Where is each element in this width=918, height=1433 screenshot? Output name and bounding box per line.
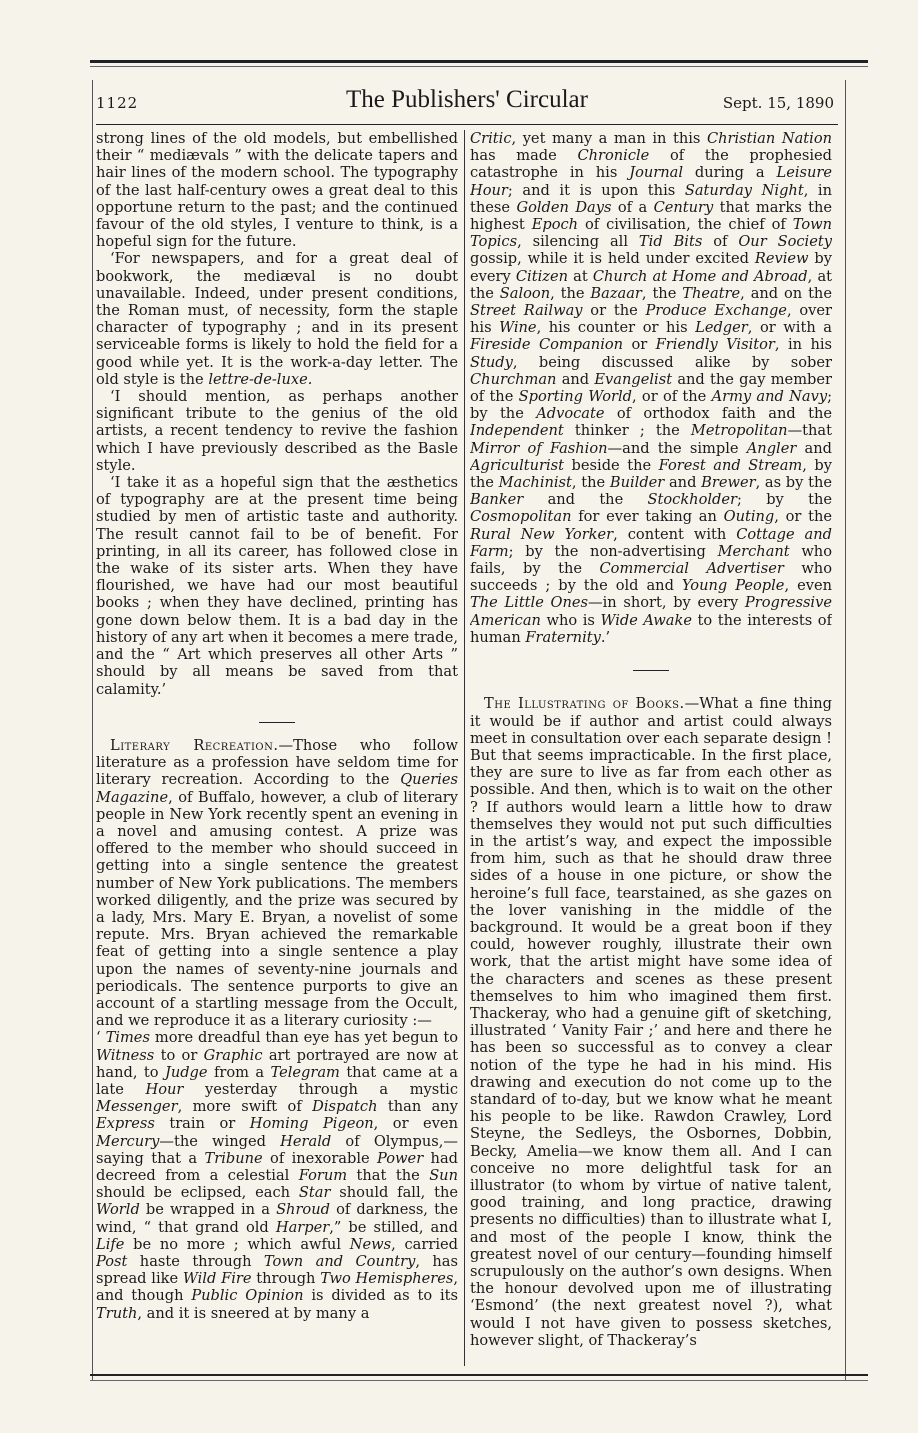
- text-run: beside the: [564, 456, 659, 474]
- journal-title: Machinist: [498, 474, 572, 492]
- journal-title: Army and Navy: [711, 388, 828, 406]
- text-run: ‘: [96, 1029, 106, 1047]
- text-run: , more swift of: [177, 1098, 313, 1116]
- journal-title: Saloon: [499, 284, 551, 302]
- journal-title: Leisure Hour: [470, 164, 832, 199]
- text-run: of a: [611, 198, 654, 216]
- journal-title: Churchman: [470, 370, 557, 388]
- journal-title: Post: [96, 1253, 128, 1270]
- text-run: , or with a: [747, 319, 832, 337]
- text-run: and: [796, 439, 832, 457]
- journal-title: Builder: [609, 474, 665, 492]
- journal-title: Outing: [723, 508, 775, 526]
- text-run: of darkness, the wind, “ that grand old: [96, 1201, 458, 1236]
- journal-title: Hour: [145, 1080, 184, 1098]
- journal-title: Star: [298, 1184, 331, 1202]
- journal-title: Homing Pigeon: [249, 1115, 374, 1133]
- journal-title: Two Hemispheres: [320, 1270, 454, 1288]
- text-run: , over his: [470, 302, 832, 337]
- journal-title: Critic: [470, 130, 512, 147]
- top-rule: [90, 60, 868, 63]
- journal-title: Theatre: [682, 284, 741, 302]
- text-run: or the: [582, 302, 646, 320]
- text-run: for ever taking an: [571, 508, 724, 526]
- text-run: who is: [540, 611, 601, 629]
- page-header: [96, 86, 838, 120]
- journal-title: Sporting World: [518, 388, 633, 406]
- journal-title: Study: [470, 353, 513, 371]
- text-run: , in his: [774, 336, 832, 354]
- paragraph: strong lines of the old models, but embellished their “ mediævals ” with the delicate tapers and hair lines of the modern school. The typography of the last half-century owes a great deal to this opportune return to the past; and the continued favour of the old styles, I venture to think, is a hopeful sign for the future.: [96, 130, 458, 251]
- journal-title: The Little Ones: [470, 594, 589, 612]
- quoted-sentence-continued: [470, 130, 832, 646]
- text-run: , yet many a man in this: [511, 130, 707, 147]
- journal-title: Produce Exchange: [645, 302, 787, 320]
- journal-title: Merchant: [717, 542, 790, 560]
- text-run: of Olympus,—saying that a: [96, 1132, 458, 1167]
- text-run: ; by the non-advertising: [508, 542, 718, 560]
- issue-date: Sept. 15, 1890: [722, 94, 834, 112]
- journal-title: Town Topics: [470, 216, 832, 251]
- text-run: , by the: [470, 456, 832, 492]
- journal-title: Stockholder: [647, 491, 737, 509]
- journal-title: Agriculturist: [470, 456, 565, 474]
- text-run: , the: [550, 284, 591, 302]
- text-run: , being discussed alike by sober: [512, 353, 832, 371]
- text-run: , the: [571, 474, 610, 492]
- text-run: to the interests of human: [470, 611, 832, 646]
- text-run: that marks the highest: [470, 198, 832, 234]
- journal-title: Saturday Night: [684, 181, 804, 199]
- journal-title: Telegram: [270, 1063, 340, 1081]
- journal-title: Graphic: [203, 1046, 263, 1064]
- text-run: and the: [523, 491, 648, 509]
- journal-title: Town and Country: [263, 1253, 416, 1270]
- journal-title: Herald: [280, 1132, 332, 1150]
- text-run: , silencing all: [517, 233, 639, 251]
- top-rule-thin: [90, 66, 868, 67]
- text-run: , as by the: [755, 474, 832, 492]
- text-run: and: [556, 370, 595, 388]
- article-heading: The Illustrating of Books.: [484, 695, 685, 713]
- journal-title: Mirror of Fashion: [470, 439, 608, 457]
- journal-title: Express: [96, 1115, 155, 1133]
- text-run: had decreed from a celestial: [96, 1149, 458, 1184]
- text-run: to or: [154, 1046, 204, 1064]
- text-run: haste through: [127, 1253, 264, 1270]
- journal-title: Messenger: [96, 1098, 178, 1116]
- text-run: —the winged: [159, 1132, 281, 1150]
- text-run: , and though: [96, 1270, 458, 1305]
- journal-title: Our Society: [738, 233, 832, 251]
- text-run: .’: [600, 628, 611, 646]
- journal-title: Young People: [681, 577, 785, 595]
- text-run: than any: [377, 1098, 458, 1116]
- journal-title: Dispatch: [312, 1098, 378, 1116]
- section-ornament: [96, 710, 458, 727]
- text-run: , the: [641, 284, 683, 302]
- text-run: , or even: [373, 1115, 458, 1133]
- journal-title: Independent: [470, 422, 564, 440]
- journal-title: World: [96, 1201, 140, 1219]
- text-run: should fall, the: [330, 1184, 458, 1202]
- text-run: art portrayed are now at hand, to: [96, 1046, 458, 1081]
- text-run: who fails, by the: [470, 542, 832, 578]
- text-run: , and on the: [740, 284, 832, 302]
- text-run: thinker ; the: [563, 422, 691, 440]
- text-run: , or the: [774, 508, 832, 526]
- journal-title: Wild Fire: [182, 1270, 252, 1288]
- column-divider: [464, 130, 465, 1366]
- text-run: be no more ; which awful: [124, 1235, 350, 1253]
- journal-title: Forest and Stream: [658, 456, 803, 474]
- text-run: , content with: [613, 525, 737, 543]
- text-run: or: [623, 336, 656, 354]
- bottom-rule-thin: [90, 1380, 868, 1381]
- text-run: , carried: [391, 1235, 458, 1253]
- text-run: , and it is sneered at by many a: [137, 1304, 370, 1322]
- article-heading: Literary Recreation.: [110, 736, 279, 754]
- paragraph: ‘I take it as a hopeful sign that the æsthetics of typography are at the present time being studied by men of artistic taste and authority. The result cannot fail to be of benefit. For printing, in all its career, has followed close in the wake of its sister arts. When they have flourished, we have had our most beautiful books ; when they have declined, printing has gone down below them. It is a bad day in the history of any art when it becomes a mere trade, and the “ Art which preserves all other Arts ” should by all means be saved from that calamity.’: [96, 474, 458, 698]
- quoted-sentence: [96, 1029, 458, 1321]
- journal-title: Metropolitan: [690, 422, 788, 440]
- right-margin-rule: [845, 80, 846, 1380]
- article-literary-recreation: Literary Recreation.—Those who follow literature as a profession have seldom time for literary recreation. According to the Queries Magazine, of Buffalo, however, a club of literary people in New York recently spent an evening in a novel and amusing contest. A prize was offered to the member who should succeed in getting into a single sentence the greatest number of New York publications. The members worked diligently, and the prize was secured by a lady, Mrs. Mary E. Bryan, a novelist of some repute. Mrs. Bryan achieved the remarkable feat of getting into a single sentence a play upon the names of seventy-nine journals and periodicals. The sentence purports to give an account of a startling message from the Occult, and we reproduce it as a literary curiosity :—: [96, 736, 458, 1030]
- journal-title: Mercury: [96, 1132, 160, 1150]
- text-run: ,” be stilled, and: [329, 1218, 458, 1236]
- text-run: by every: [470, 250, 832, 285]
- journal-title: Fraternity: [525, 628, 601, 646]
- text-run: , even: [784, 577, 832, 595]
- journal-title: Harper: [275, 1218, 330, 1236]
- journal-title: Rural New Yorker: [470, 525, 614, 543]
- journal-title: Shroud: [276, 1201, 330, 1219]
- left-column: [96, 130, 458, 1366]
- journal-title: Life: [96, 1235, 125, 1253]
- text-run: during a: [683, 164, 777, 182]
- text-run: , his counter or his: [536, 319, 696, 337]
- right-column: [470, 130, 832, 1366]
- journal-title: Street Railway: [470, 302, 583, 320]
- text-run: and the gay member of the: [470, 370, 832, 406]
- text-run: , at the: [470, 267, 832, 302]
- journal-title: Journal: [629, 164, 683, 182]
- text-run: has made: [470, 147, 578, 165]
- header-rule: [96, 124, 838, 125]
- paragraph: ‘I should mention, as perhaps another significant tribute to the genius of the old artists, a recent tendency to revive the fashion which I have previously described as the Basle style.: [96, 388, 458, 474]
- text-run: gossip, while it is held under excited: [470, 250, 755, 268]
- text-run: of civilisation, the chief of: [578, 216, 793, 234]
- journal-title: Brewer: [701, 474, 756, 492]
- journal-title: Witness: [96, 1046, 155, 1064]
- journal-title: Public Opinion: [191, 1287, 304, 1305]
- journal-title: Judge: [164, 1063, 208, 1081]
- text-run: , in these: [470, 181, 832, 216]
- paragraph: ‘For newspapers, and for a great deal of bookwork, the mediæval is no doubt unavailable. Indeed, under present conditions, the Roman must, of necessity, form the staple character of typography ; and in its present serviceable forms is likely to hold the field for a good while yet. It is the work-a-day letter. The old style is the lettre-de-luxe.: [96, 250, 458, 388]
- text-run: , has spread like: [96, 1253, 458, 1288]
- journal-title: Truth: [96, 1304, 138, 1322]
- journal-title: Angler: [746, 439, 797, 457]
- text-run: of: [702, 233, 739, 251]
- journal-title: Christian Nation: [706, 130, 832, 147]
- text-run: at: [567, 267, 593, 285]
- text-run: of inexorable: [262, 1149, 378, 1167]
- journal-title: Sun: [429, 1166, 458, 1184]
- left-margin-rule: [92, 80, 93, 1380]
- text-run: who succeeds ; by the old and: [470, 560, 832, 595]
- text-run: train or: [154, 1115, 250, 1133]
- bottom-rule: [90, 1374, 868, 1376]
- text-run: , or of the: [632, 388, 712, 406]
- text-run: and: [664, 474, 702, 492]
- journal-title: Evangelist: [594, 370, 673, 388]
- text-run: —and the simple: [607, 439, 747, 457]
- journal-title: Times: [105, 1029, 150, 1047]
- journal-title: Progressive American: [470, 594, 832, 629]
- journal-title: Friendly Visitor: [655, 336, 775, 354]
- text-run: that the: [347, 1166, 430, 1184]
- journal-title: Epoch: [531, 216, 579, 234]
- text-run: ; by the: [737, 491, 832, 509]
- text-run: ; and it is upon this: [507, 181, 685, 199]
- journal-title: Fireside Companion: [470, 336, 624, 354]
- page-number: 1122: [96, 94, 139, 112]
- journal-title: Golden Days: [516, 198, 612, 216]
- journal-title: Church at Home and Abroad: [592, 267, 808, 285]
- journal-title: Banker: [470, 491, 524, 509]
- text-run: yesterday through a mystic: [183, 1080, 458, 1098]
- section-ornament: [470, 658, 832, 675]
- journal-title: Bazaar: [590, 284, 642, 302]
- text-run: from a: [207, 1063, 271, 1081]
- journal-title: Forum: [298, 1166, 348, 1184]
- journal-title: Review: [754, 250, 809, 268]
- text-run: ; by the: [470, 388, 832, 423]
- text-run: that came at a late: [96, 1063, 458, 1098]
- text-run: of the prophesied catastrophe in his: [470, 147, 832, 182]
- text-run: should be eclipsed, each: [96, 1184, 299, 1202]
- article-illustrating-books: The Illustrating of Books.—What a fine thing it would be if author and artist could always meet in consultation over each separate design ! But that seems impracticable. In the first place, they are sure to live as far from each other as possible. And then, which is to wait on the other ? If authors would learn a little how to draw themselves they would not put such difficulties in the artist’s way, and expect the impossible from him, such as that he should draw three sides of a house in one picture, or show the heroine’s full face, tearstained, as she gazes on the lover vanishing in the middle of the background. It would be a great boon if they could, however roughly, illustrate their own work, that the artist might have some idea of the characters and scenes as these present themselves to him who imagined them first. Thackeray, who had a genuine gift of sketching, illustrated ‘ Vanity Fair ;’ and here and there he has been so successful as to convey a clear notion of the type he had in his mind. His drawing and execution do not come up to the standard of to-day, but we know what he meant his people to be like. Rawdon Crawley, Lord Steyne, the Sedleys, the Osbornes, Dobbin, Becky, Amelia—we know them all. And I can conceive no more delightful task for an illustrator (to whom by virtue of native talent, good training, and long practice, drawing presents no difficulties) than to illustrate what I, and most of the people I know, think the greatest novel of our century—founding himself scrupulously on the author’s own designs. When the honour devolved upon me of illustrating ‘Esmond’ (the next greatest novel ?), what would I not have given to possess sketches, however slight, of Thackeray’s: [470, 695, 832, 1349]
- journal-title: Chronicle: [577, 147, 650, 165]
- journal-title: Advocate: [536, 405, 605, 423]
- text-run: —that: [787, 422, 832, 440]
- journal-title: Century: [653, 198, 714, 216]
- journal-title: Wine: [499, 319, 537, 337]
- text-run: be wrapped in a: [139, 1201, 277, 1219]
- journal-title: Cottage and Farm: [470, 525, 832, 560]
- journal-title: Ledger: [695, 319, 748, 337]
- text-run: more dreadful than eye has yet begun to: [149, 1029, 458, 1047]
- journal-title: News: [349, 1235, 392, 1253]
- journal-title: Citizen: [515, 267, 568, 285]
- text-run: through: [251, 1270, 321, 1288]
- journal-title: Tid Bits: [638, 233, 703, 251]
- journal-title: Cosmopolitan: [470, 508, 572, 526]
- journal-title: Commercial Advertiser: [599, 560, 784, 578]
- publication-title: The Publishers' Circular: [346, 86, 588, 113]
- text-run: is divided as to its: [303, 1287, 458, 1305]
- text-run: of orthodox faith and the: [604, 405, 832, 423]
- journal-title: Wide Awake: [600, 611, 692, 629]
- journal-title: Tribune: [204, 1149, 263, 1167]
- text-run: —in short, by every: [588, 594, 745, 612]
- journal-title: Power: [377, 1149, 424, 1167]
